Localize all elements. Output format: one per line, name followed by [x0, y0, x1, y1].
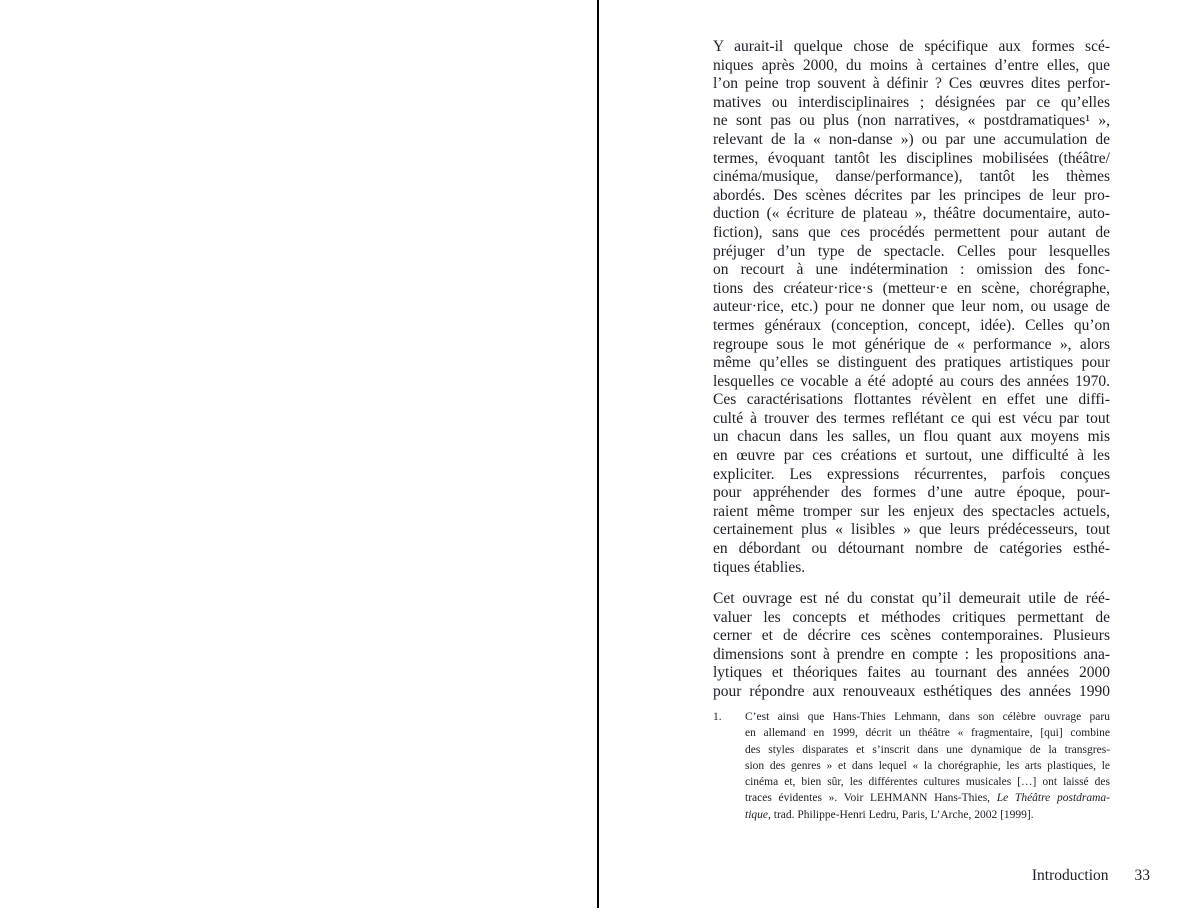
right-page — [598, 0, 1194, 912]
page-footer — [713, 866, 1150, 885]
footnote-text — [745, 709, 1110, 823]
text-line: pour répondre aux renouveaux esthétiques des années 1990 — [713, 682, 1110, 700]
body-paragraph-1 — [713, 38, 1110, 577]
text-line: tiques établies. — [713, 558, 806, 576]
text-line: C’est ainsi que Hans-Thies Lehmann, dans son célèbre ouvrage paru — [745, 711, 1110, 723]
text-line: cinéma et, bien sûr, les différentes cultures musicales […] ont laissé des — [745, 776, 1110, 789]
text-line: sion des genres » et dans lequel « la chorégraphie, les arts plastiques, le — [745, 759, 1110, 772]
footnote-1 — [713, 709, 1110, 823]
text-segment: traces évidentes ». Voir LEHMANN Hans-Thies, — [745, 792, 997, 805]
text-line: en œuvre par ces créations et surtout, une difficulté à les — [713, 447, 1110, 465]
text-line: termes, évoquant tantôt les disciplines mobilisées (théâtre/ — [713, 149, 1110, 167]
text-line: fiction), sans que ces procédés permettent pour autant de — [713, 223, 1110, 241]
text-line: duction (« écriture de plateau », théâtre documentaire, auto- — [713, 205, 1110, 223]
text-line: cinéma/musique, danse/performance), tantôt les thèmes — [713, 168, 1110, 186]
text-line — [745, 807, 1110, 823]
text-line: abordés. Des scènes décrites par les principes de leur pro- — [713, 186, 1110, 204]
text-line: Y aurait-il quelque chose de spécifique aux formes scé- — [713, 38, 1110, 55]
text-line: matives ou interdisciplinaires ; désignées par ce qu’elles — [713, 93, 1110, 111]
text-segment: , trad. Philippe-Henri Ledru, Paris, L’Arche, 2002 [1999]. — [768, 808, 1034, 821]
text-line: Cet ouvrage est né du constat qu’il demeurait utile de réé- — [713, 590, 1110, 607]
text-line: ne sont pas ou plus (non narratives, « postdramatiques¹ », — [713, 112, 1110, 130]
text-line: auteur·rice, etc.) pour ne donner que leur nom, ou usage de — [713, 298, 1110, 316]
text-line: Ces caractérisations flottantes révèlent en effet une diffi- — [713, 391, 1110, 409]
text-line: en débordant ou détournant nombre de catégories esthé- — [713, 540, 1110, 558]
text-line: certainement plus « lisibles » que leurs prédécesseurs, tout — [713, 521, 1110, 539]
text-line: expliciter. Les expressions récurrentes, parfois conçues — [713, 465, 1110, 483]
text-line: lesquelles ce vocable a été adopté au cours des années 1970. — [713, 372, 1110, 390]
body-paragraph-2 — [713, 590, 1110, 702]
text-line: regroupe sous le mot générique de « performance », alors — [713, 335, 1110, 353]
text-line: tions des créateur·rice·s (metteur·e en scène, chorégraphe, — [713, 279, 1110, 297]
footnote-number: 1. — [713, 711, 722, 723]
text-line: culté à trouver des termes reflétant ce qui est vécu par tout — [713, 409, 1110, 427]
text-line: préjuger d’un type de spectacle. Celles pour lesquelles — [713, 242, 1110, 260]
text-line: relevant de la « non-danse ») ou par une accumulation de — [713, 130, 1110, 148]
text-line — [745, 790, 1110, 806]
text-line: pour appréhender des formes d’une autre époque, pour- — [713, 484, 1110, 502]
text-line: en allemand en 1999, décrit un théâtre « fragmentaire, [qui] combine — [745, 727, 1110, 740]
italic-text-segment: tique — [745, 808, 768, 821]
text-line: raient même tromper sur les enjeux des spectacles actuels, — [713, 502, 1110, 520]
text-line: termes généraux (conception, concept, idée). Celles qu’on — [713, 316, 1110, 334]
text-line: des styles disparates et s’inscrit dans une dynamique de la transgres- — [745, 743, 1110, 756]
text-line: niques après 2000, du moins à certaines d’entre elles, que — [713, 56, 1110, 74]
footer-section-title: Introduction — [1031, 867, 1109, 884]
text-line: un chacun dans les salles, un flou quant aux moyens mis — [713, 428, 1110, 446]
text-line: dimensions sont à prendre en compte : les propositions ana- — [713, 645, 1110, 663]
text-line: on recourt à une indétermination : omission des fonc- — [713, 261, 1110, 279]
text-line: lytiques et théoriques faites au tournant des années 2000 — [713, 664, 1110, 682]
text-line: cerner et de décrire ces scènes contemporaines. Plusieurs — [713, 627, 1110, 645]
text-line: l’on peine trop souvent à définir ? Ces œuvres dites perfor- — [713, 75, 1110, 93]
text-line: même qu’elles se distinguent des pratiques artistiques pour — [713, 354, 1110, 372]
text-line: valuer les concepts et méthodes critiques permettant de — [713, 608, 1110, 626]
italic-text-segment: Le Théâtre postdrama- — [996, 792, 1110, 805]
footer-page-number: 33 — [1134, 867, 1150, 884]
